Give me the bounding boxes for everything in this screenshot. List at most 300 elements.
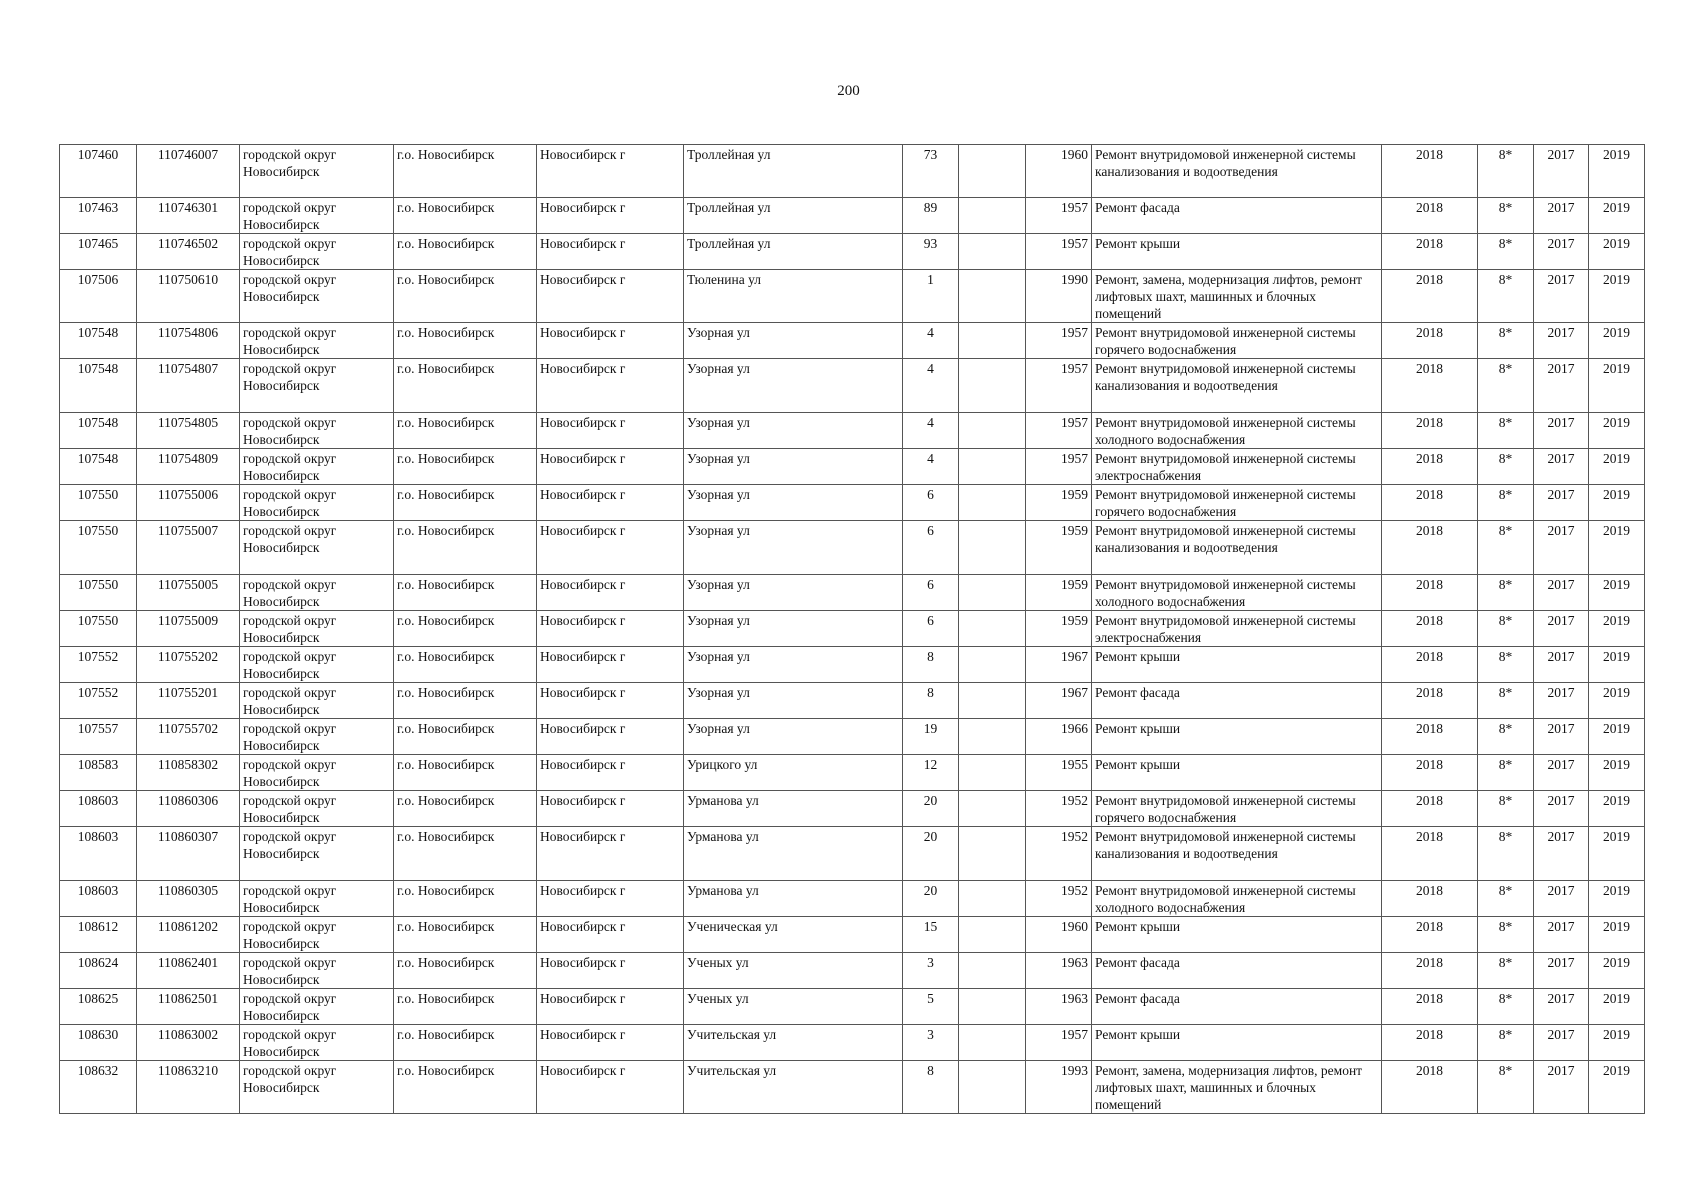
city-cell: Новосибирск г (537, 449, 684, 485)
year-from-cell: 2017 (1534, 755, 1589, 791)
record-id-cell: 108603 (60, 881, 137, 917)
year-from-cell: 2017 (1534, 234, 1589, 270)
street-cell: Троллейная ул (684, 234, 903, 270)
record-code-cell: 110755702 (137, 719, 240, 755)
extra-cell (959, 989, 1026, 1025)
note-cell: 8* (1478, 413, 1534, 449)
house-number-cell: 89 (903, 198, 959, 234)
record-id-cell: 107548 (60, 359, 137, 413)
city-cell: Новосибирск г (537, 827, 684, 881)
street-cell: Тюленина ул (684, 270, 903, 323)
extra-cell (959, 575, 1026, 611)
house-number-cell: 6 (903, 521, 959, 575)
table-row (60, 449, 1645, 485)
street-cell: Узорная ул (684, 683, 903, 719)
year-built-cell: 1959 (1026, 485, 1092, 521)
municipality-cell: городской округ Новосибирск (240, 953, 394, 989)
record-id-cell: 107557 (60, 719, 137, 755)
street-cell: Ученическая ул (684, 917, 903, 953)
street-cell: Узорная ул (684, 485, 903, 521)
house-number-cell: 20 (903, 881, 959, 917)
record-id-cell: 108624 (60, 953, 137, 989)
house-number-cell: 8 (903, 1061, 959, 1114)
municipality-cell: городской округ Новосибирск (240, 683, 394, 719)
year-to-cell: 2019 (1589, 1061, 1645, 1114)
extra-cell (959, 791, 1026, 827)
settlement-cell: г.о. Новосибирск (394, 323, 537, 359)
work-type-cell: Ремонт крыши (1092, 719, 1382, 755)
work-type-cell: Ремонт внутридомовой инженерной системы электроснабжения (1092, 611, 1382, 647)
record-code-cell: 110755006 (137, 485, 240, 521)
city-cell: Новосибирск г (537, 485, 684, 521)
record-id-cell: 108625 (60, 989, 137, 1025)
record-id-cell: 107465 (60, 234, 137, 270)
year-built-cell: 1957 (1026, 323, 1092, 359)
extra-cell (959, 1061, 1026, 1114)
work-type-cell: Ремонт фасада (1092, 683, 1382, 719)
year-to-cell: 2019 (1589, 755, 1645, 791)
record-id-cell: 107460 (60, 145, 137, 198)
settlement-cell: г.о. Новосибирск (394, 198, 537, 234)
record-id-cell: 107548 (60, 413, 137, 449)
settlement-cell: г.о. Новосибирск (394, 575, 537, 611)
record-code-cell: 110860306 (137, 791, 240, 827)
plan-year-cell: 2018 (1382, 1025, 1478, 1061)
plan-year-cell: 2018 (1382, 575, 1478, 611)
record-code-cell: 110746301 (137, 198, 240, 234)
record-code-cell: 110863002 (137, 1025, 240, 1061)
work-type-cell: Ремонт фасада (1092, 198, 1382, 234)
record-code-cell: 110754806 (137, 323, 240, 359)
year-from-cell: 2017 (1534, 413, 1589, 449)
municipality-cell: городской округ Новосибирск (240, 145, 394, 198)
settlement-cell: г.о. Новосибирск (394, 683, 537, 719)
year-built-cell: 1957 (1026, 234, 1092, 270)
extra-cell (959, 647, 1026, 683)
municipality-cell: городской округ Новосибирск (240, 827, 394, 881)
street-cell: Троллейная ул (684, 198, 903, 234)
registry-rows (60, 145, 1645, 1114)
record-id-cell: 108612 (60, 917, 137, 953)
year-from-cell: 2017 (1534, 323, 1589, 359)
record-code-cell: 110754807 (137, 359, 240, 413)
work-type-cell: Ремонт фасада (1092, 989, 1382, 1025)
city-cell: Новосибирск г (537, 359, 684, 413)
work-type-cell: Ремонт крыши (1092, 234, 1382, 270)
street-cell: Узорная ул (684, 323, 903, 359)
street-cell: Урманова ул (684, 791, 903, 827)
extra-cell (959, 719, 1026, 755)
year-built-cell: 1952 (1026, 791, 1092, 827)
house-number-cell: 6 (903, 575, 959, 611)
municipality-cell: городской округ Новосибирск (240, 198, 394, 234)
municipality-cell: городской округ Новосибирск (240, 234, 394, 270)
street-cell: Узорная ул (684, 719, 903, 755)
note-cell: 8* (1478, 791, 1534, 827)
table-row (60, 917, 1645, 953)
record-code-cell: 110755007 (137, 521, 240, 575)
city-cell: Новосибирск г (537, 145, 684, 198)
street-cell: Ученых ул (684, 953, 903, 989)
street-cell: Ученых ул (684, 989, 903, 1025)
record-code-cell: 110862401 (137, 953, 240, 989)
street-cell: Учительская ул (684, 1025, 903, 1061)
record-code-cell: 110860305 (137, 881, 240, 917)
note-cell: 8* (1478, 755, 1534, 791)
note-cell: 8* (1478, 359, 1534, 413)
city-cell: Новосибирск г (537, 917, 684, 953)
year-from-cell: 2017 (1534, 917, 1589, 953)
note-cell: 8* (1478, 683, 1534, 719)
table-row (60, 234, 1645, 270)
extra-cell (959, 234, 1026, 270)
year-from-cell: 2017 (1534, 1061, 1589, 1114)
municipality-cell: городской округ Новосибирск (240, 611, 394, 647)
street-cell: Узорная ул (684, 647, 903, 683)
year-built-cell: 1952 (1026, 827, 1092, 881)
city-cell: Новосибирск г (537, 575, 684, 611)
municipality-cell: городской округ Новосибирск (240, 1025, 394, 1061)
settlement-cell: г.о. Новосибирск (394, 521, 537, 575)
table-row (60, 413, 1645, 449)
note-cell: 8* (1478, 611, 1534, 647)
work-type-cell: Ремонт, замена, модернизация лифтов, ремонт лифтовых шахт, машинных и блочных помещений (1092, 1061, 1382, 1114)
year-from-cell: 2017 (1534, 485, 1589, 521)
year-built-cell: 1957 (1026, 359, 1092, 413)
house-number-cell: 5 (903, 989, 959, 1025)
municipality-cell: городской округ Новосибирск (240, 881, 394, 917)
work-type-cell: Ремонт внутридомовой инженерной системы канализования и водоотведения (1092, 827, 1382, 881)
work-type-cell: Ремонт крыши (1092, 755, 1382, 791)
table-row (60, 145, 1645, 198)
record-id-cell: 107552 (60, 647, 137, 683)
table-row (60, 323, 1645, 359)
house-number-cell: 19 (903, 719, 959, 755)
year-built-cell: 1993 (1026, 1061, 1092, 1114)
year-built-cell: 1959 (1026, 575, 1092, 611)
municipality-cell: городской округ Новосибирск (240, 755, 394, 791)
year-from-cell: 2017 (1534, 881, 1589, 917)
record-code-cell: 110754805 (137, 413, 240, 449)
year-to-cell: 2019 (1589, 953, 1645, 989)
extra-cell (959, 359, 1026, 413)
year-to-cell: 2019 (1589, 359, 1645, 413)
settlement-cell: г.о. Новосибирск (394, 449, 537, 485)
note-cell: 8* (1478, 827, 1534, 881)
work-type-cell: Ремонт крыши (1092, 917, 1382, 953)
settlement-cell: г.о. Новосибирск (394, 881, 537, 917)
record-code-cell: 110755202 (137, 647, 240, 683)
record-code-cell: 110858302 (137, 755, 240, 791)
extra-cell (959, 953, 1026, 989)
record-code-cell: 110861202 (137, 917, 240, 953)
plan-year-cell: 2018 (1382, 198, 1478, 234)
extra-cell (959, 449, 1026, 485)
note-cell: 8* (1478, 953, 1534, 989)
city-cell: Новосибирск г (537, 198, 684, 234)
house-number-cell: 1 (903, 270, 959, 323)
street-cell: Учительская ул (684, 1061, 903, 1114)
street-cell: Узорная ул (684, 413, 903, 449)
year-to-cell: 2019 (1589, 485, 1645, 521)
plan-year-cell: 2018 (1382, 323, 1478, 359)
city-cell: Новосибирск г (537, 1061, 684, 1114)
year-from-cell: 2017 (1534, 198, 1589, 234)
work-type-cell: Ремонт внутридомовой инженерной системы электроснабжения (1092, 449, 1382, 485)
table-row (60, 575, 1645, 611)
city-cell: Новосибирск г (537, 234, 684, 270)
work-type-cell: Ремонт фасада (1092, 953, 1382, 989)
note-cell: 8* (1478, 234, 1534, 270)
work-type-cell: Ремонт внутридомовой инженерной системы холодного водоснабжения (1092, 575, 1382, 611)
note-cell: 8* (1478, 270, 1534, 323)
year-to-cell: 2019 (1589, 198, 1645, 234)
year-built-cell: 1960 (1026, 917, 1092, 953)
plan-year-cell: 2018 (1382, 270, 1478, 323)
year-from-cell: 2017 (1534, 270, 1589, 323)
work-type-cell: Ремонт, замена, модернизация лифтов, ремонт лифтовых шахт, машинных и блочных помещений (1092, 270, 1382, 323)
year-from-cell: 2017 (1534, 575, 1589, 611)
table-row (60, 611, 1645, 647)
note-cell: 8* (1478, 917, 1534, 953)
city-cell: Новосибирск г (537, 1025, 684, 1061)
note-cell: 8* (1478, 647, 1534, 683)
settlement-cell: г.о. Новосибирск (394, 485, 537, 521)
note-cell: 8* (1478, 719, 1534, 755)
plan-year-cell: 2018 (1382, 449, 1478, 485)
record-id-cell: 107548 (60, 323, 137, 359)
table-row (60, 881, 1645, 917)
table-row (60, 521, 1645, 575)
city-cell: Новосибирск г (537, 881, 684, 917)
work-type-cell: Ремонт внутридомовой инженерной системы горячего водоснабжения (1092, 791, 1382, 827)
table-row (60, 791, 1645, 827)
year-to-cell: 2019 (1589, 270, 1645, 323)
settlement-cell: г.о. Новосибирск (394, 145, 537, 198)
city-cell: Новосибирск г (537, 953, 684, 989)
plan-year-cell: 2018 (1382, 881, 1478, 917)
house-number-cell: 15 (903, 917, 959, 953)
year-from-cell: 2017 (1534, 683, 1589, 719)
city-cell: Новосибирск г (537, 755, 684, 791)
record-id-cell: 107550 (60, 485, 137, 521)
table-row (60, 198, 1645, 234)
settlement-cell: г.о. Новосибирск (394, 1025, 537, 1061)
settlement-cell: г.о. Новосибирск (394, 234, 537, 270)
house-number-cell: 12 (903, 755, 959, 791)
extra-cell (959, 413, 1026, 449)
plan-year-cell: 2018 (1382, 719, 1478, 755)
year-to-cell: 2019 (1589, 647, 1645, 683)
record-id-cell: 107552 (60, 683, 137, 719)
year-from-cell: 2017 (1534, 953, 1589, 989)
year-built-cell: 1959 (1026, 521, 1092, 575)
record-id-cell: 107550 (60, 521, 137, 575)
work-type-cell: Ремонт внутридомовой инженерной системы канализования и водоотведения (1092, 359, 1382, 413)
note-cell: 8* (1478, 575, 1534, 611)
plan-year-cell: 2018 (1382, 611, 1478, 647)
extra-cell (959, 198, 1026, 234)
settlement-cell: г.о. Новосибирск (394, 827, 537, 881)
year-from-cell: 2017 (1534, 449, 1589, 485)
year-to-cell: 2019 (1589, 145, 1645, 198)
year-to-cell: 2019 (1589, 611, 1645, 647)
settlement-cell: г.о. Новосибирск (394, 359, 537, 413)
year-to-cell: 2019 (1589, 827, 1645, 881)
work-type-cell: Ремонт крыши (1092, 1025, 1382, 1061)
municipality-cell: городской округ Новосибирск (240, 485, 394, 521)
plan-year-cell: 2018 (1382, 1061, 1478, 1114)
year-built-cell: 1967 (1026, 683, 1092, 719)
work-type-cell: Ремонт внутридомовой инженерной системы горячего водоснабжения (1092, 323, 1382, 359)
extra-cell (959, 827, 1026, 881)
house-number-cell: 4 (903, 359, 959, 413)
year-built-cell: 1957 (1026, 449, 1092, 485)
plan-year-cell: 2018 (1382, 953, 1478, 989)
municipality-cell: городской округ Новосибирск (240, 575, 394, 611)
settlement-cell: г.о. Новосибирск (394, 989, 537, 1025)
plan-year-cell: 2018 (1382, 413, 1478, 449)
table-row (60, 1061, 1645, 1114)
note-cell: 8* (1478, 198, 1534, 234)
city-cell: Новосибирск г (537, 270, 684, 323)
year-from-cell: 2017 (1534, 791, 1589, 827)
note-cell: 8* (1478, 1025, 1534, 1061)
city-cell: Новосибирск г (537, 647, 684, 683)
note-cell: 8* (1478, 145, 1534, 198)
municipality-cell: городской округ Новосибирск (240, 1061, 394, 1114)
year-built-cell: 1955 (1026, 755, 1092, 791)
registry-table (59, 144, 1645, 1114)
municipality-cell: городской округ Новосибирск (240, 719, 394, 755)
table-row (60, 683, 1645, 719)
plan-year-cell: 2018 (1382, 485, 1478, 521)
municipality-cell: городской округ Новосибирск (240, 521, 394, 575)
municipality-cell: городской округ Новосибирск (240, 449, 394, 485)
record-id-cell: 107550 (60, 575, 137, 611)
house-number-cell: 4 (903, 323, 959, 359)
house-number-cell: 8 (903, 683, 959, 719)
settlement-cell: г.о. Новосибирск (394, 611, 537, 647)
extra-cell (959, 755, 1026, 791)
street-cell: Узорная ул (684, 359, 903, 413)
house-number-cell: 20 (903, 791, 959, 827)
settlement-cell: г.о. Новосибирск (394, 791, 537, 827)
record-id-cell: 107550 (60, 611, 137, 647)
municipality-cell: городской округ Новосибирск (240, 270, 394, 323)
note-cell: 8* (1478, 521, 1534, 575)
house-number-cell: 4 (903, 449, 959, 485)
year-from-cell: 2017 (1534, 611, 1589, 647)
table-row (60, 827, 1645, 881)
settlement-cell: г.о. Новосибирск (394, 719, 537, 755)
work-type-cell: Ремонт внутридомовой инженерной системы канализования и водоотведения (1092, 521, 1382, 575)
municipality-cell: городской округ Новосибирск (240, 413, 394, 449)
plan-year-cell: 2018 (1382, 521, 1478, 575)
year-from-cell: 2017 (1534, 647, 1589, 683)
work-type-cell: Ремонт внутридомовой инженерной системы холодного водоснабжения (1092, 881, 1382, 917)
year-built-cell: 1967 (1026, 647, 1092, 683)
page-number: 200 (837, 83, 860, 99)
year-to-cell: 2019 (1589, 1025, 1645, 1061)
record-id-cell: 108583 (60, 755, 137, 791)
extra-cell (959, 270, 1026, 323)
municipality-cell: городской округ Новосибирск (240, 323, 394, 359)
record-code-cell: 110863210 (137, 1061, 240, 1114)
note-cell: 8* (1478, 485, 1534, 521)
plan-year-cell: 2018 (1382, 755, 1478, 791)
table-row (60, 953, 1645, 989)
plan-year-cell: 2018 (1382, 989, 1478, 1025)
table-row (60, 647, 1645, 683)
note-cell: 8* (1478, 449, 1534, 485)
year-from-cell: 2017 (1534, 719, 1589, 755)
table-row (60, 359, 1645, 413)
city-cell: Новосибирск г (537, 791, 684, 827)
record-id-cell: 108603 (60, 827, 137, 881)
extra-cell (959, 521, 1026, 575)
year-to-cell: 2019 (1589, 234, 1645, 270)
year-to-cell: 2019 (1589, 791, 1645, 827)
year-from-cell: 2017 (1534, 1025, 1589, 1061)
street-cell: Троллейная ул (684, 145, 903, 198)
city-cell: Новосибирск г (537, 611, 684, 647)
plan-year-cell: 2018 (1382, 647, 1478, 683)
extra-cell (959, 611, 1026, 647)
street-cell: Узорная ул (684, 449, 903, 485)
year-from-cell: 2017 (1534, 989, 1589, 1025)
record-code-cell: 110755005 (137, 575, 240, 611)
plan-year-cell: 2018 (1382, 234, 1478, 270)
work-type-cell: Ремонт внутридомовой инженерной системы канализования и водоотведения (1092, 145, 1382, 198)
plan-year-cell: 2018 (1382, 791, 1478, 827)
year-to-cell: 2019 (1589, 881, 1645, 917)
plan-year-cell: 2018 (1382, 145, 1478, 198)
extra-cell (959, 1025, 1026, 1061)
record-code-cell: 110754809 (137, 449, 240, 485)
year-from-cell: 2017 (1534, 145, 1589, 198)
work-type-cell: Ремонт внутридомовой инженерной системы холодного водоснабжения (1092, 413, 1382, 449)
year-built-cell: 1990 (1026, 270, 1092, 323)
house-number-cell: 4 (903, 413, 959, 449)
house-number-cell: 8 (903, 647, 959, 683)
table-row (60, 719, 1645, 755)
year-built-cell: 1963 (1026, 953, 1092, 989)
note-cell: 8* (1478, 881, 1534, 917)
year-to-cell: 2019 (1589, 521, 1645, 575)
house-number-cell: 6 (903, 611, 959, 647)
year-built-cell: 1966 (1026, 719, 1092, 755)
plan-year-cell: 2018 (1382, 683, 1478, 719)
city-cell: Новосибирск г (537, 521, 684, 575)
table-row (60, 755, 1645, 791)
municipality-cell: городской округ Новосибирск (240, 917, 394, 953)
record-code-cell: 110746007 (137, 145, 240, 198)
year-to-cell: 2019 (1589, 719, 1645, 755)
record-code-cell: 110862501 (137, 989, 240, 1025)
extra-cell (959, 485, 1026, 521)
record-code-cell: 110860307 (137, 827, 240, 881)
street-cell: Урманова ул (684, 881, 903, 917)
year-to-cell: 2019 (1589, 413, 1645, 449)
record-id-cell: 108630 (60, 1025, 137, 1061)
table-row (60, 270, 1645, 323)
year-built-cell: 1957 (1026, 198, 1092, 234)
year-built-cell: 1959 (1026, 611, 1092, 647)
year-to-cell: 2019 (1589, 449, 1645, 485)
work-type-cell: Ремонт внутридомовой инженерной системы горячего водоснабжения (1092, 485, 1382, 521)
record-id-cell: 108632 (60, 1061, 137, 1114)
